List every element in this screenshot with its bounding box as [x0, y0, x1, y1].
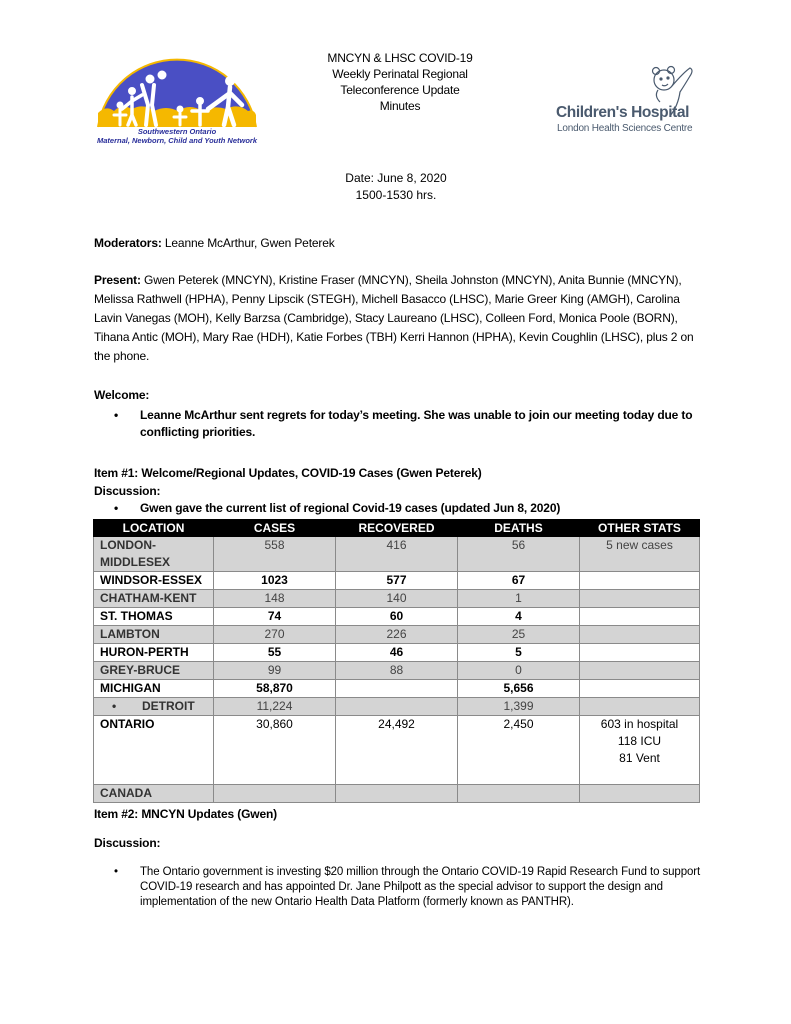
- cell-other-stats: [580, 608, 700, 626]
- cell-recovered: 60: [336, 608, 458, 626]
- cell-cases: 99: [214, 662, 336, 680]
- cell-location: ST. THOMAS: [94, 608, 214, 626]
- cell-deaths: 1,399: [458, 698, 580, 716]
- column-header-cases: CASES: [214, 520, 336, 537]
- cell-location: CANADA: [94, 785, 214, 803]
- meeting-time: 1500-1530 hrs.: [355, 188, 437, 202]
- welcome-section: [94, 387, 706, 442]
- cell-recovered: 88: [336, 662, 458, 680]
- childrens-hospital-logo: [552, 62, 702, 138]
- cell-location: GREY-BRUCE: [94, 662, 214, 680]
- stat-vent: 81 Vent: [619, 751, 660, 765]
- table-row: [94, 785, 700, 803]
- cell-cases: 11,224: [214, 698, 336, 716]
- cell-cases: 55: [214, 644, 336, 662]
- cell-deaths: [458, 785, 580, 803]
- present-value: Gwen Peterek (MNCYN), Kristine Fraser (MNCYN), Sheila Johnston (MNCYN), Anita Bunnie (MNCYN), Melissa Rathwell (HPHA), Penny Lipscik (STEGH), Michell Basacco (LHSC), Marie Greer King (AMGH), Carolina Lavin Vanegas (MOH), Kelly Barzsa (Cambridge), Stacy Laureano (LHSC), Colleen Ford, Monica Poole (BORN), Tihana Antic (MOH), Mary Rae (HDH), Katie Forbes (TBH) Kerri Hannon (HPHA), Kevin Coughlin (LHSC), plus 2 on the phone.: [94, 273, 694, 363]
- logo-caption: [92, 127, 262, 145]
- bullet-icon: •: [114, 501, 119, 515]
- cell-cases: 270: [214, 626, 336, 644]
- cell-other-stats: [580, 785, 700, 803]
- item1-discussion-label: Discussion:: [94, 483, 161, 498]
- cell-other-stats: [580, 698, 700, 716]
- moderators-value: Leanne McArthur, Gwen Peterek: [161, 236, 335, 250]
- cell-location: ONTARIO: [94, 716, 214, 785]
- table-row: [94, 626, 700, 644]
- cell-recovered: 577: [336, 572, 458, 590]
- cell-location: CHATHAM-KENT: [94, 590, 214, 608]
- item1-bullet-text: Gwen gave the current list of regional Covid-19 cases (updated Jun 8, 2020): [140, 501, 561, 515]
- cell-deaths: 67: [458, 572, 580, 590]
- cell-recovered: 140: [336, 590, 458, 608]
- cell-other-stats: [580, 644, 700, 662]
- table-row: [94, 698, 700, 716]
- childrens-hospital-title: Children's Hospital: [556, 104, 690, 121]
- stat-icu: 118 ICU: [617, 734, 662, 748]
- cell-cases: 558: [214, 537, 336, 572]
- column-header-other-stats: OTHER STATS: [580, 520, 700, 537]
- column-header-deaths: DEATHS: [458, 520, 580, 537]
- cell-cases: 148: [214, 590, 336, 608]
- cell-deaths: 25: [458, 626, 580, 644]
- cell-other-stats: [580, 662, 700, 680]
- title-line-1: MNCYN & LHSC COVID-19: [327, 51, 473, 65]
- cell-cases: 58,870: [214, 680, 336, 698]
- cell-deaths: 56: [458, 537, 580, 572]
- cell-location: HURON-PERTH: [94, 644, 214, 662]
- present-paragraph: [94, 271, 706, 366]
- title-line-4: Minutes: [379, 99, 421, 113]
- cell-deaths: 5,656: [458, 680, 580, 698]
- cell-recovered: 416: [336, 537, 458, 572]
- cell-deaths: 2,450: [458, 716, 580, 785]
- item1-heading: Item #1: Welcome/Regional Updates, COVID-19 Cases (Gwen Peterek): [94, 466, 482, 480]
- cell-recovered: [336, 785, 458, 803]
- table-row: [94, 608, 700, 626]
- stat-hospital: 603 in hospital: [600, 717, 679, 731]
- title-line-2: Weekly Perinatal Regional: [332, 67, 468, 81]
- item1-section: [94, 465, 706, 518]
- table-row: [94, 662, 700, 680]
- cell-other-stats: [580, 716, 700, 785]
- welcome-heading: Welcome:: [94, 388, 150, 402]
- table-row: [94, 572, 700, 590]
- cell-other-stats: [580, 626, 700, 644]
- cell-location: [94, 698, 214, 716]
- item2-heading: Item #2: MNCYN Updates (Gwen): [94, 807, 278, 821]
- cell-deaths: 1: [458, 590, 580, 608]
- table-header-row: [94, 520, 700, 537]
- cell-deaths: 5: [458, 644, 580, 662]
- cell-location: LAMBTON: [94, 626, 214, 644]
- document-title: [300, 50, 500, 114]
- mncyn-logo: [92, 45, 262, 145]
- cell-cases: 1023: [214, 572, 336, 590]
- welcome-bullet: [94, 407, 706, 442]
- item2-discussion-label: Discussion:: [94, 836, 161, 850]
- cell-cases: 74: [214, 608, 336, 626]
- cell-cases: 30,860: [214, 716, 336, 785]
- moderators-line: [94, 235, 706, 253]
- item2-discussion-block: [94, 835, 706, 853]
- bullet-icon: •: [114, 407, 119, 422]
- item2-bullets: [94, 865, 706, 910]
- cell-recovered: 46: [336, 644, 458, 662]
- cell-other-stats: [580, 572, 700, 590]
- cell-location: WINDSOR-ESSEX: [94, 572, 214, 590]
- cell-location: MICHIGAN: [94, 680, 214, 698]
- meeting-datetime: [296, 170, 496, 204]
- table-row: [94, 680, 700, 698]
- cell-other-stats: [580, 590, 700, 608]
- cell-recovered: 226: [336, 626, 458, 644]
- cell-recovered: [336, 698, 458, 716]
- logo-caption-line2: Maternal, Newborn, Child and Youth Network: [96, 136, 257, 145]
- table-row: [94, 590, 700, 608]
- cell-other-stats: [580, 680, 700, 698]
- cell-recovered: 24,492: [336, 716, 458, 785]
- item2-bullet: [94, 865, 706, 910]
- meeting-date: Date: June 8, 2020: [345, 171, 447, 185]
- table-row: [94, 716, 700, 785]
- logo-caption-line1: Southwestern Ontario: [137, 127, 217, 136]
- cell-deaths: 4: [458, 608, 580, 626]
- covid-cases-table: [93, 519, 700, 803]
- cell-deaths: 0: [458, 662, 580, 680]
- cell-location: [94, 537, 214, 572]
- moderators-label: Moderators:: [94, 236, 162, 250]
- location-text: DETROIT: [142, 699, 195, 713]
- childrens-hospital-subtitle: London Health Sciences Centre: [557, 123, 693, 134]
- bullet-icon: •: [114, 866, 118, 878]
- item2-bullet-text: The Ontario government is investing $20 million through the Ontario COVID-19 Rapid Research Fund to support COVID-19 research and has appointed Dr. Jane Philpott as the special advisor to support the design and implementation of the new Ontario Health Data Platform (formerly known as PANTHR).: [140, 866, 701, 908]
- column-header-recovered: RECOVERED: [336, 520, 458, 537]
- table-row: [94, 537, 700, 572]
- title-line-3: Teleconference Update: [340, 83, 460, 97]
- column-header-location: LOCATION: [94, 520, 214, 537]
- bullet-icon: •: [112, 699, 117, 713]
- cell-other-stats: 5 new cases: [580, 537, 700, 572]
- present-label: Present:: [94, 273, 141, 287]
- welcome-bullet-text: Leanne McArthur sent regrets for today’s meeting. She was unable to join our meeting today due to conflicting priorities.: [140, 407, 693, 439]
- location-text: LONDON-MIDDLESEX: [100, 538, 171, 569]
- item2-heading-block: [94, 806, 706, 824]
- item1-bullet: [94, 500, 706, 518]
- table-row: [94, 644, 700, 662]
- cell-recovered: [336, 680, 458, 698]
- cell-cases: [214, 785, 336, 803]
